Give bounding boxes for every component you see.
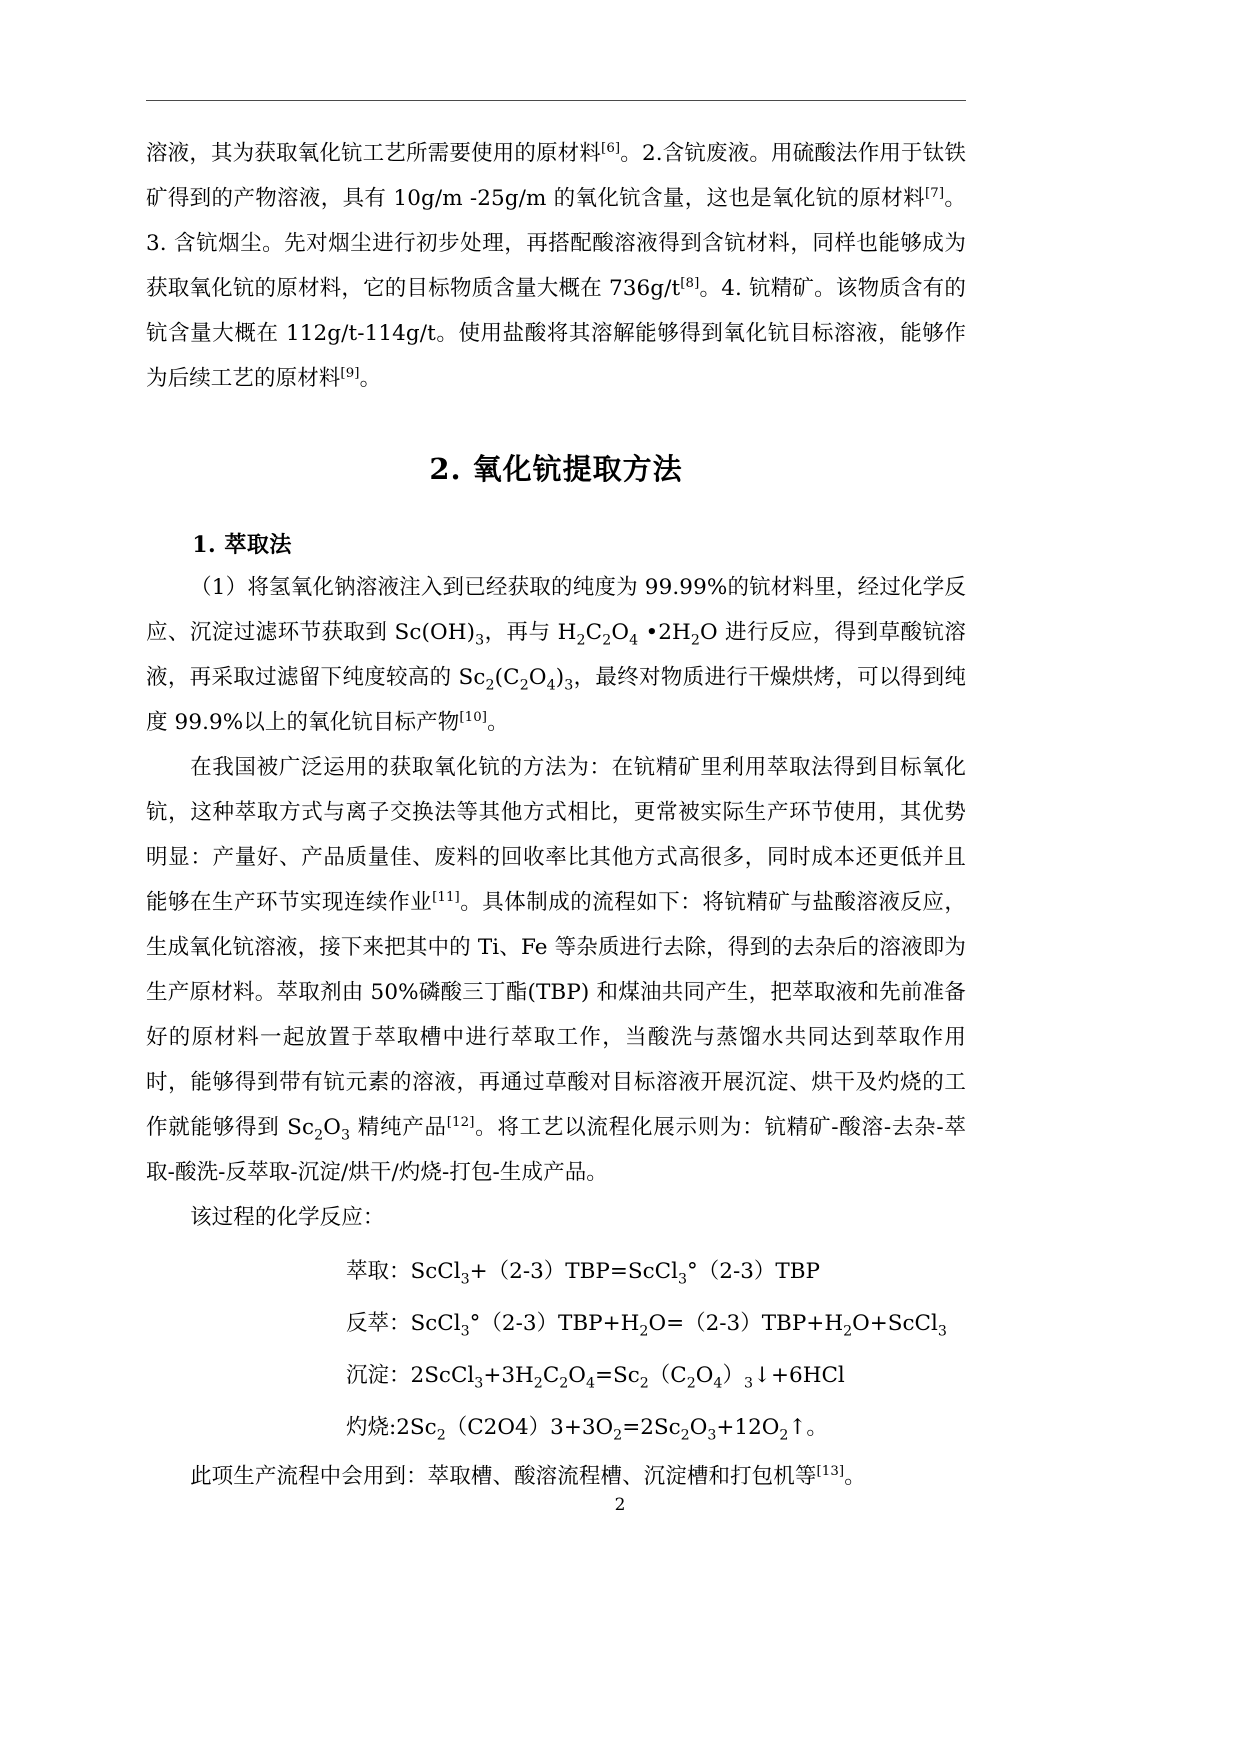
formula-subscript: 3 [474,1375,484,1392]
citation-ref-7: [7] [924,185,945,201]
equation-calcination [146,1402,966,1454]
formula-subscript: 3 [678,1271,688,1288]
formula-subscript: 2 [690,632,701,649]
p2-segment-c: C [585,620,603,645]
p1-segment-e: 。 [359,366,382,391]
formula-text: O [689,1415,708,1440]
formula-subscript: 2 [519,677,529,694]
p1-segment-b: 。2.含钪废液。用硫酸法作用于钛铁矿得到的产物溶液，具有 10g/m -25g/m 的氧化钪含量，这也是氧化钪的原材料 [146,141,966,211]
equation-extraction [146,1246,966,1298]
formula-text: ↑。 [788,1415,828,1440]
formula-subscript: 2 [639,1375,649,1392]
p5-segment-a: 此项生产流程中会用到：萃取槽、酸溶流程槽、沉淀槽和打包机等 [190,1464,817,1489]
citation-ref-8: [8] [680,275,700,291]
header-rule [146,100,966,101]
formula-subscript: 2 [533,1375,543,1392]
formula-text: =Sc [594,1363,640,1388]
formula-subscript: 4 [585,1375,595,1392]
p1-segment-a: 溶液，其为获取氧化钪工艺所需要使用的原材料 [146,141,602,166]
formula-subscript: 2 [436,1427,446,1444]
p3-segment-d: 精纯产品 [350,1115,447,1140]
formula-text: ↓+6HCl [753,1363,845,1388]
formula-subscript: 2 [602,632,612,649]
formula-text: ScCl [410,1259,461,1284]
paragraph-reactions-intro: 该过程的化学反应： [190,1205,385,1230]
citation-ref-13: [13] [816,1463,845,1479]
formula-subscript: 2 [314,1127,324,1144]
formula-subscript: 2 [485,677,495,694]
paragraph-extraction-method [146,745,966,1195]
formula-text: （C [648,1363,687,1388]
page-content [146,100,966,1499]
p3-segment-e: 。将工艺以流程化展示则为：钪精矿-酸溶-去杂-萃取-酸洗-反萃取-沉淀/烘干/灼烧-打包-生成产品。 [146,1115,966,1185]
formula-subscript: 2 [613,1427,623,1444]
formula-subscript: 2 [639,1323,649,1340]
formula-text: O+ScCl [852,1311,938,1336]
formula-text: 2ScCl [410,1363,475,1388]
formula-text: +3H [483,1363,534,1388]
equation-label: 沉淀： [346,1363,411,1388]
p1-segment-c: 。3. 含钪烟尘。先对烟尘进行初步处理，再搭配酸溶液得到含钪材料，同样也能够成为获取氧化钪的原材料，它的目标物质含量大概在 736g/t [146,186,966,301]
formula-text: °（2-3）TBP [687,1259,821,1284]
equation-formula [396,1415,828,1444]
p2-segment-d: O [611,620,630,645]
equation-precipitation [146,1350,966,1402]
formula-text: O=（2-3）TBP+H [648,1311,844,1336]
formula-text: C [542,1363,560,1388]
citation-ref-9: [9] [340,365,360,381]
p2-segment-a: （1）将氢氧化钠溶液注入到已经获取的纯度为 99.99%的钪材料里，经过化学反应、沉淀过滤环节获取到 Sc(OH) [146,575,966,645]
formula-text: °（2-3）TBP+H [469,1311,640,1336]
p3-segment-a: 在我国被广泛运用的获取氧化钪的方法为：在钪精矿里利用萃取法得到目标氧化钪，这种萃取方式与离子交换法等其他方式相比，更常被实际生产环节使用，其优势明显：产量好、产品质量佳、废料的回收率比其他方式高很多，同时成本还更低并且能够在生产环节实现连续作业 [146,755,966,915]
formula-subscript: 3 [564,677,574,694]
p2-segment-g: (C [494,665,520,690]
formula-subscript: 3 [707,1427,717,1444]
formula-text: ） [722,1363,744,1388]
subsection-title: 1. 萃取法 [192,532,292,558]
formula-subscript: 2 [779,1427,789,1444]
formula-text: O [695,1363,714,1388]
p5-segment-b: 。 [844,1464,866,1489]
formula-subscript: 4 [546,677,556,694]
formula-subscript: 3 [460,1323,470,1340]
paragraph-equipment [146,1454,966,1499]
formula-text: +12O [716,1415,780,1440]
equation-label: 灼烧: [346,1415,397,1440]
paragraph-raw-materials [146,131,966,401]
p2-segment-f: O 进行反应，得到草酸钪溶液，再采取过滤留下纯度较高的 Sc [146,620,966,690]
section-title: 2. 氧化钪提取方法 [429,452,683,486]
formula-subscript: 3 [460,1271,470,1288]
citation-ref-12: [12] [446,1114,475,1130]
p1-segment-d: 。4. 钪精矿。该物质含有的钪含量大概在 112g/t-114g/t。使用盐酸将其溶解能够得到氧化钪目标溶液，能够作为后续工艺的原材料 [146,276,967,391]
chemical-equations-block [146,1246,966,1454]
p2-segment-i: ) [555,665,565,690]
citation-ref-6: [6] [601,140,621,156]
formula-subscript: 4 [629,632,639,649]
equation-formula [410,1259,821,1288]
formula-subscript: 2 [576,632,586,649]
formula-text: ScCl [410,1311,461,1336]
formula-text: （C2O4）3+3O [445,1415,614,1440]
citation-ref-10: [10] [459,709,488,725]
p2-segment-e: •2H [638,620,691,645]
formula-text: +（2-3）TBP=ScCl [469,1259,679,1284]
citation-ref-11: [11] [432,889,460,905]
formula-subscript: 3 [340,1127,351,1144]
formula-text: =2Sc [622,1415,681,1440]
equation-formula [410,1311,947,1340]
formula-subscript: 4 [713,1375,723,1392]
formula-subscript: 2 [680,1427,690,1444]
p2-segment-b: ，再与 H [484,620,577,645]
formula-subscript: 3 [937,1323,947,1340]
formula-subscript: 3 [475,632,485,649]
equation-label: 萃取： [346,1259,411,1284]
formula-text: O [568,1363,586,1388]
formula-subscript: 3 [743,1375,753,1392]
equation-back-extraction [146,1298,966,1350]
p2-segment-j: ，最终对物质进行干燥烘烤，可以得到纯度 99.9%以上的氧化钪目标产物 [146,665,966,735]
page-number: 2 [614,1495,626,1515]
formula-subscript: 2 [559,1375,569,1392]
p2-segment-k: 。 [487,710,509,735]
formula-subscript: 2 [843,1323,853,1340]
equation-label: 反萃： [346,1311,411,1336]
p3-segment-b: 。具体制成的流程如下：将钪精矿与盐酸溶液反应，生成氧化钪溶液，接下来把其中的 Ti、Fe 等杂质进行去除，得到的去杂后的溶液即为生产原材料。萃取剂由 50%磷酸三丁酯(TBP) 和煤油共同产生，把萃取液和先前准备好的原材料一起放置于萃取槽中进行萃取工作，当酸洗与蒸馏水共同达到萃取作用时，能够得到带有钪元素的溶液，再通过草酸对目标溶液开展沉淀、烘干及灼烧的工作就能够得到 Sc [146,890,966,1140]
paragraph-extraction-step1 [146,565,966,745]
p3-segment-c: O [323,1115,341,1140]
formula-text: 2Sc [396,1415,437,1440]
formula-subscript: 2 [686,1375,696,1392]
equation-formula [410,1363,845,1392]
p2-segment-h: O [528,665,547,690]
